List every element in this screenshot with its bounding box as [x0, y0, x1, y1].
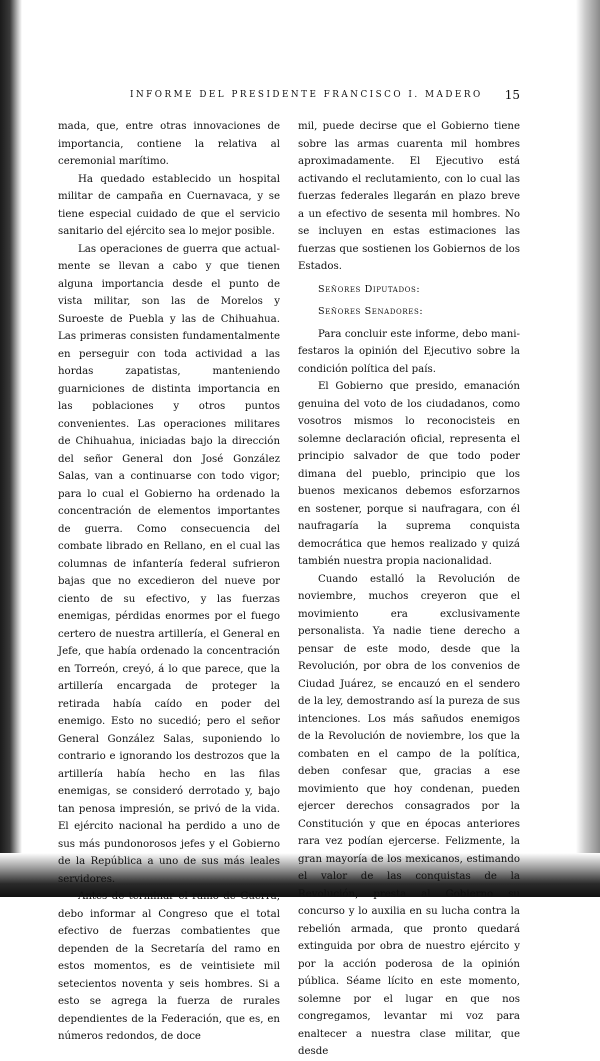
salutation-senators: Señores Senadores: — [318, 306, 424, 317]
paragraph: Antes de terminar el ramo de Guerra, debo informar al Congreso que el total efectivo de fuerzas combatientes que dependen de la Secretaría del ramo en estos momentos, es de veintisiete mil setecientos noventa y seis hombres. Si a esto se agrega la fuerza de rurales dependientes de la Federación, que es, en números redondos, de doce — [58, 891, 280, 1042]
salutation-deputies: Señores Diputados: — [318, 283, 421, 295]
page-gutter-shadow — [0, 0, 22, 897]
right-column — [298, 118, 520, 1061]
page-edge-shadow — [576, 0, 600, 897]
page-header — [76, 90, 520, 106]
page-number: 15 — [504, 88, 520, 102]
paragraph: mada, que, entre otras innovaciones de importancia, contiene la relativa al ceremonial marítimo. — [58, 121, 280, 167]
paragraph: mil, puede decirse que el Gobierno tiene sobre las armas cuarenta mil hombres aproximadamente. El Ejecutivo está activando el reclutamiento, con lo cual las fuerzas federales llegarán en plazo breve a un efectivo de sesenta mil hombres. No se incluyen en estas estimaciones las fuerzas que sostienen los Gobiernos de los Estados. — [298, 121, 520, 272]
paragraph: Las operaciones de guerra que actualmente se llevan a cabo y que tienen alguna importancia desde el punto de vista militar, son las de Morelos y Suroeste de Puebla y las de Chihuahua. Las primeras consisten fundamentalmente en perseguir con toda actividad a las hordas zapatistas, manteniendo guarniciones de distinta importancia en las poblaciones y otros puntos convenientes. Las operaciones militares de Chihuahua, iniciadas bajo la dirección del señor General don José González Salas, van a continuarse con todo vigor; para lo cual el Gobierno ha ordenado la concentración de elementos importantes de guerra. Como consecuencia del combate librado en Rellano, en el cual las columnas de infantería federal sufrieron bajas que no excedieron del nueve por ciento de su efectivo, y las fuerzas enemigas, pérdidas enormes por el fuego certero de nuestra artillería, el General en Jefe, que había ordenado la concentración en Torreón, creyó, á lo que parece, que la artillería encargada de proteger la retirada había caído en poder del enemigo. Esto no sucedió; pero el señor General González Salas, suponiendo lo contrario e ignorando los destrozos que la artillería había hecho en las filas enemigas, se consideró derrotado y, bajo tan penosa impresión, se privó de la vida. El ejército nacional ha perdido a uno de sus más pundonorosos jefes y el Gobierno de la República a uno de sus más leales servidores. — [58, 243, 280, 885]
running-head: INFORME DEL PRESIDENTE FRANCISCO I. MADERO — [130, 90, 483, 100]
paragraph: El Gobierno que presido, emanación genuina del voto de los ciudadanos, como vosotros mismos lo reconocisteis en solemne declaración oficial, representa el principio salvador de que todo poder dimana del pueblo, principio que los buenos mexicanos debemos esforzarnos en sostener, porque si naufragara, con él naufragaría la suprema conquista democrática que hemos realizado y quizá también nuestra propia nacionalidad. — [298, 381, 520, 567]
left-column — [58, 118, 280, 1046]
paragraph: Para concluir este informe, debo manifestaros la opinión del Ejecutivo sobre la condición política del país. — [298, 328, 520, 375]
paragraph: Ha quedado establecido un hospital militar de campaña en Cuernavaca, y se tiene especial cuidado de que el servicio sanitario del ejército sea lo mejor posible. — [58, 173, 280, 237]
paragraph: Cuando estalló la Revolución de noviembre, muchos creyeron que el movimiento era exclusivamente personalista. Ya nadie tiene derecho a pensar de este modo, desde que la Revolución, por obra de los convenios de Ciudad Juárez, se encauzó en el sendero de la ley, demostrando así la pureza de sus intenciones. Los más sañudos enemigos de la Revolución de noviembre, los que la combaten en el campo de la política, deben confesar que, gracias a ese movimiento que hoy condenan, pueden ejercer derechos consagrados por la Constitución y que en épocas anteriores rara vez podían ejercerse. Felizmente, la gran mayoría de los mexicanos, estimando el valor de las conquistas de la Revolución, presta al Gobierno su concurso y lo auxilia en su lucha contra la rebelión armada, que pronto quedará extinguida por obra de nuestro ejército y por la acción poderosa de la opinión pública. Séame lícito en este momento, solemne por el lugar en que nos congregamos, levantar mi voz para enaltecer a nuestra clase militar, que desde — [298, 573, 520, 1057]
